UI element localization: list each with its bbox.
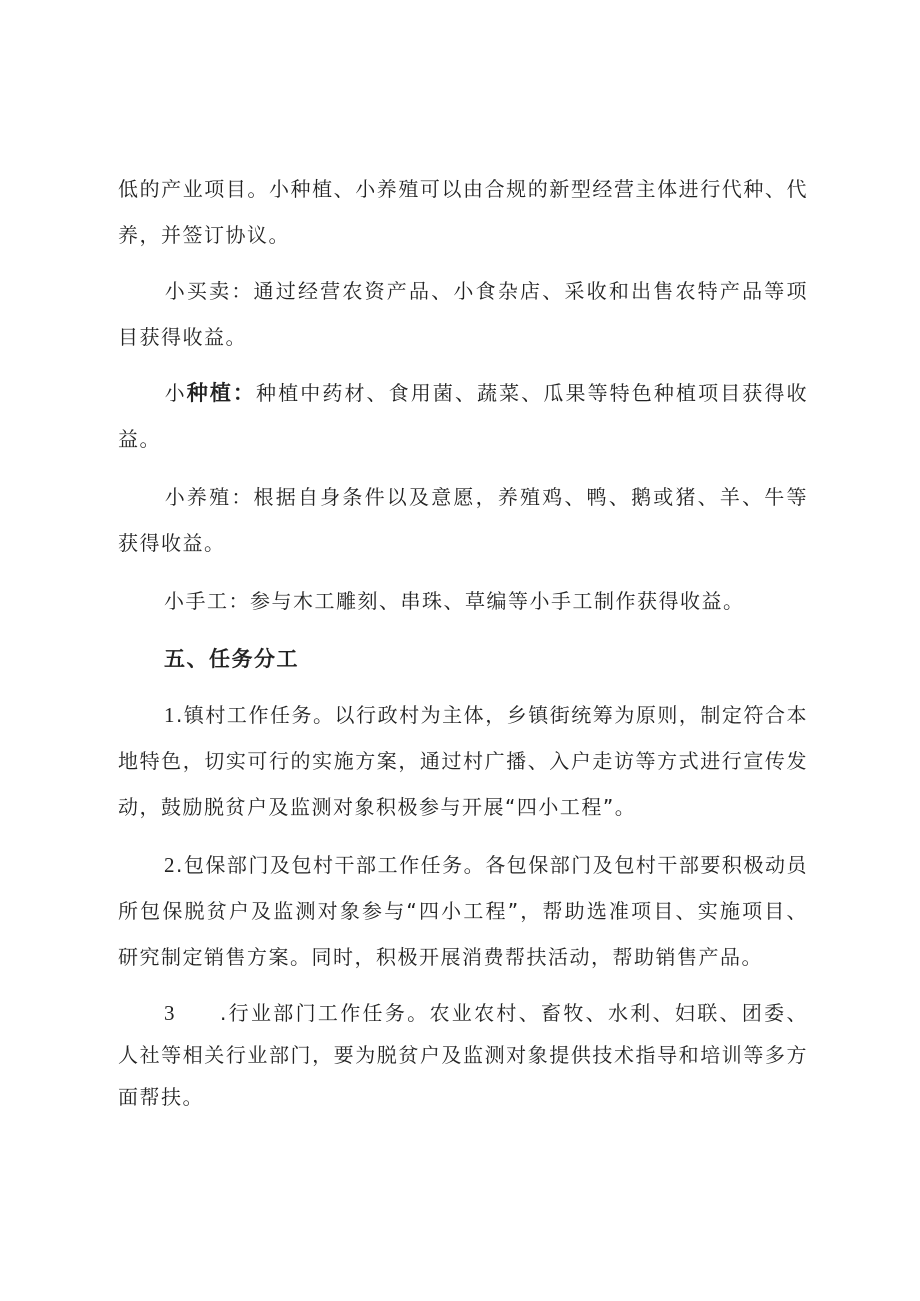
task-item [118,692,808,830]
paragraph-small-handicraft [118,578,808,624]
term-label: 小养殖： [164,485,254,509]
term-label-bold: 种植： [186,381,257,405]
task-number: 2 [164,853,176,877]
paragraph-small-planting [118,370,808,462]
task-number: 3 [164,1001,176,1025]
term-label: 小买卖： [164,279,254,303]
task-item [118,842,808,980]
paragraph-small-breeding [118,474,808,566]
task-text: .镇村工作任务。以行政村为主体，乡镇街统筹为原则，制定符合本地特色，切实可行的实施方案，通过村广播、入户走访等方式进行宣传发动，鼓励脱贫户及监测对象积极参与开展“四小工程”。 [118,703,808,819]
term-label-prefix: 小 [164,381,187,405]
paragraph-small-trade [118,268,808,360]
section-heading: 五、任务分工 [164,647,299,671]
task-text: .行业部门工作任务。农业农村、畜牧、水利、妇联、团委、人社等相关行业部门，要为脱贫户及监测对象提供技术指导和培训等多方面帮扶。 [118,1001,808,1109]
task-number: 1 [164,703,176,727]
task-item [118,992,808,1118]
paragraph-continuation [118,166,808,258]
paragraph-text: 参与木工雕刻、串珠、草编等小手工制作获得收益。 [250,589,745,613]
task-text: .包保部门及包村干部工作任务。各包保部门及包村干部要积极动员所包保脱贫户及监测对象参与“四小工程”，帮助选准项目、实施项目、研究制定销售方案。同时，积极开展消费帮扶活动，帮助销售产品。 [118,853,808,969]
paragraph-text: 根据自身条件以及意愿，养殖鸡、鸭、鹅或猪、羊、牛等获得收益。 [118,485,809,555]
paragraph-text: 种植中药材、食用菌、蔬菜、瓜果等特色种植项目获得收益。 [118,381,809,451]
term-label: 小手工： [164,589,250,613]
paragraph-text: 通过经营农资产品、小食杂店、采收和出售农特产品等项目获得收益。 [118,279,809,349]
paragraph-text: 低的产业项目。小种植、小养殖可以由合规的新型经营主体进行代种、代养，并签订协议。 [118,177,808,247]
